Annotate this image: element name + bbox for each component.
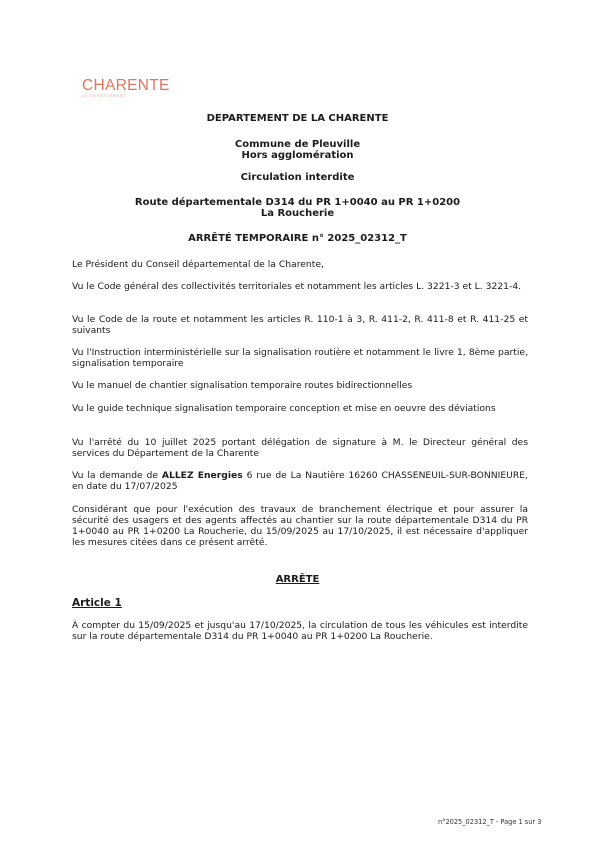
company-name: ALLEZ Energies bbox=[161, 470, 243, 481]
vu-delegation-paragraph: Vu l'arrêté du 10 juillet 2025 portant délégation de signature à M. le Directeur général des services du Département de la Charente bbox=[72, 437, 528, 459]
department-logo bbox=[82, 78, 170, 98]
vu-instruction-paragraph: Vu l'Instruction interministérielle sur la signalisation routière et notamment le livre 1, 8ème partie, signalisation temporaire bbox=[72, 347, 528, 369]
subject-heading: Circulation interdite bbox=[240, 172, 355, 183]
vu-code-route-paragraph: Vu le Code de la route et notamment les articles R. 110-1 à 3, R. 411-2, R. 411-8 et R. 411-25 et suivants bbox=[72, 314, 528, 336]
zone-heading: Hors agglomération bbox=[241, 150, 354, 161]
vu-cgct-paragraph: Vu le Code général des collectivités territoriales et notamment les articles L. 3221-3 et L. 3221-4. bbox=[72, 281, 522, 292]
decree-title: ARRÊTÉ TEMPORAIRE n° 2025_02312_T bbox=[188, 233, 407, 244]
logo-tagline: LE DÉPARTEMENT bbox=[82, 94, 127, 98]
intro-paragraph: Le Président du Conseil départemental de la Charente, bbox=[72, 259, 324, 270]
arrete-heading: ARRÊTE bbox=[275, 574, 320, 585]
considerant-paragraph: Considérant que pour l'exécution des travaux de branchement électrique et pour assurer la sécurité des usagers et des agents affectés au chantier sur la route départementale D314 du PR 1+0040 au PR 1+0200 La Roucherie, du 15/09/2025 au 17/10/2025, il est nécessaire d'appliquer les mesures citées dans ce présent arrêté. bbox=[72, 504, 528, 548]
page-footer: n°2025_02312_T - Page 1 sur 3 bbox=[438, 818, 542, 826]
demande-prefix: Vu la demande de bbox=[72, 470, 162, 481]
demande-suffix: 6 rue de La Nautière 16260 CHASSENEUIL-SUR-BONNIEURE, en date du 17/07/2025 bbox=[72, 470, 528, 492]
vu-guide-paragraph: Vu le guide technique signalisation temporaire conception et mise en oeuvre des déviations bbox=[72, 403, 496, 414]
place-heading: La Roucherie bbox=[260, 208, 335, 219]
route-heading: Route départementale D314 du PR 1+0040 au PR 1+0200 bbox=[134, 197, 461, 208]
article-1-text: À compter du 15/09/2025 et jusqu'au 17/10/2025, la circulation de tous les véhicules est interdite sur la route départementale D314 du PR 1+0040 au PR 1+0200 La Roucherie. bbox=[72, 620, 528, 642]
department-heading: DEPARTEMENT DE LA CHARENTE bbox=[206, 113, 389, 124]
article-1-title: Article 1 bbox=[72, 597, 122, 609]
vu-demande-paragraph bbox=[72, 470, 528, 492]
logo-wordmark: CHARENTE bbox=[82, 77, 170, 94]
commune-heading: Commune de Pleuville bbox=[234, 139, 361, 150]
vu-manuel-paragraph: Vu le manuel de chantier signalisation temporaire routes bidirectionnelles bbox=[72, 380, 413, 391]
